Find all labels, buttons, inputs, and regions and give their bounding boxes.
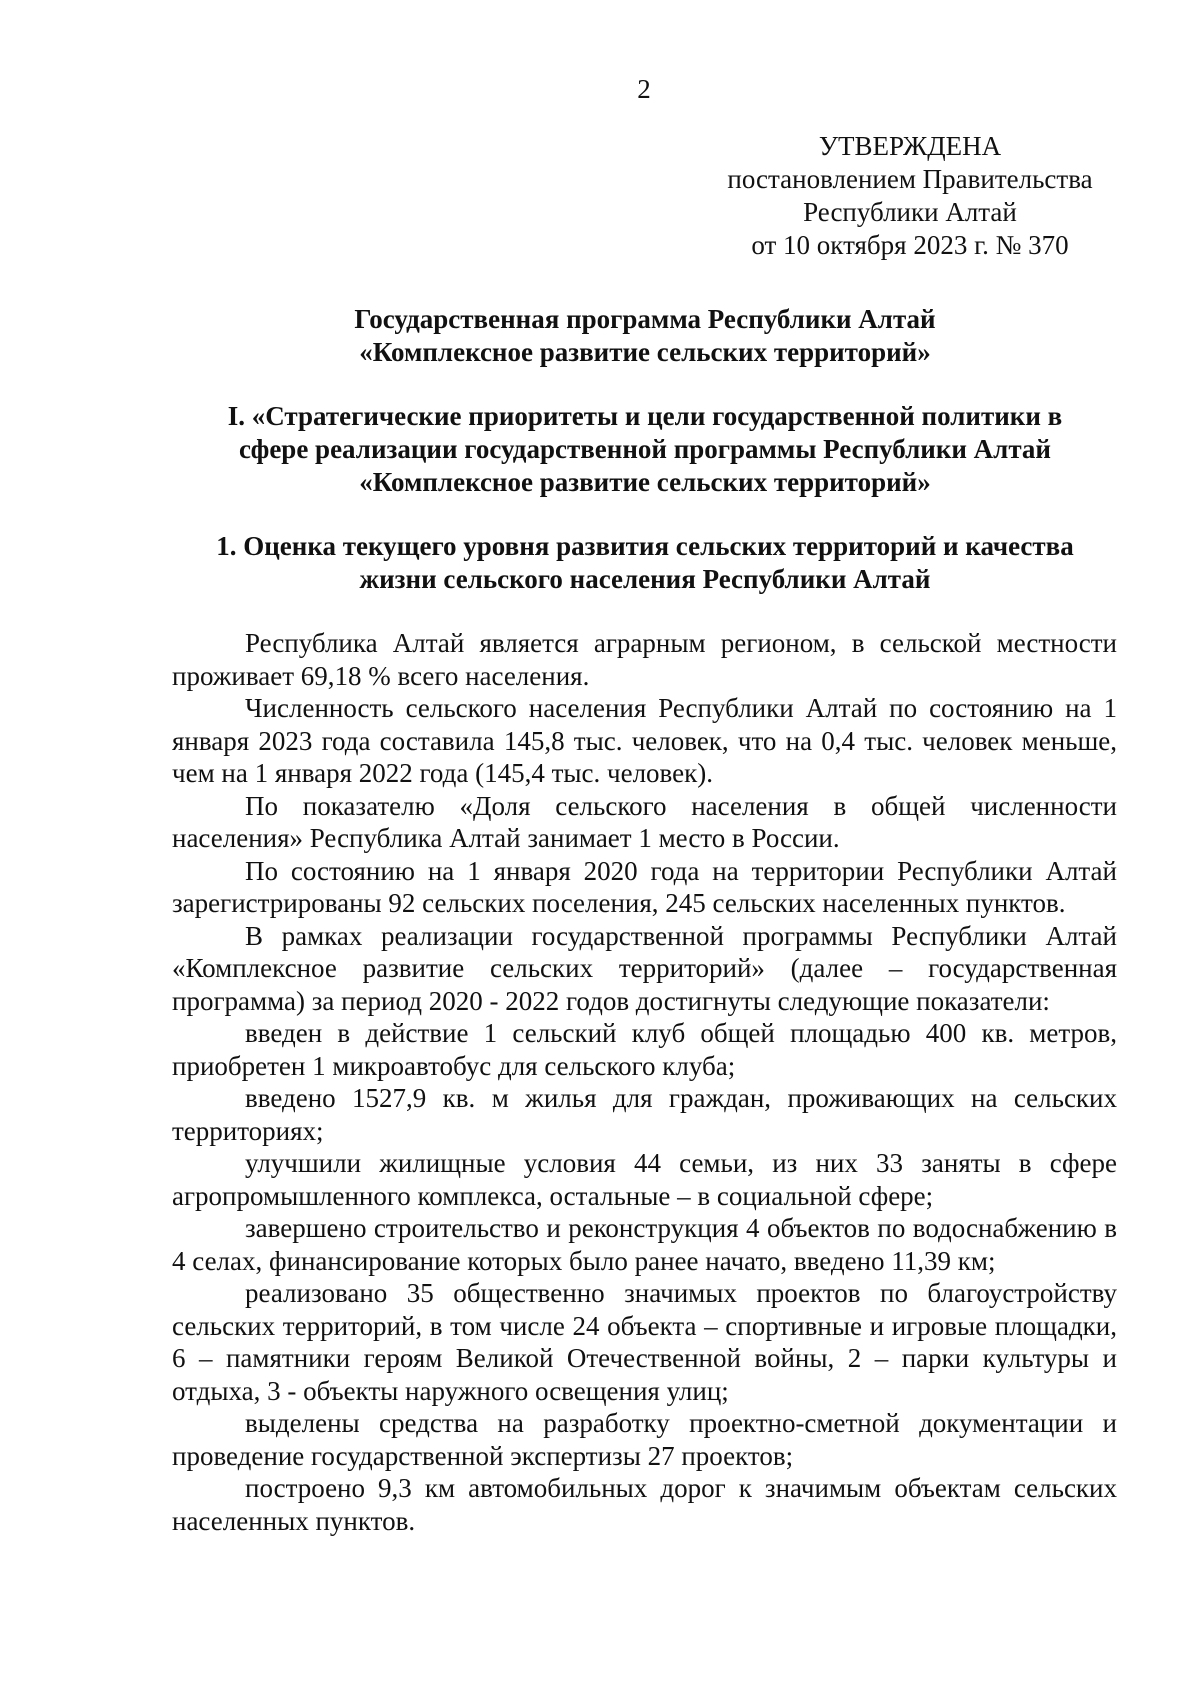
subsection-title-line: 1. Оценка текущего уровня развития сельских территорий и качества [216,531,1074,561]
program-title-line: Государственная программа Республики Алтай [354,304,936,334]
paragraph: Республика Алтай является аграрным регионом, в сельской местности проживает 69,18 % всего населения. [172,628,1117,691]
list-item: завершено строительство и реконструкция 4 объектов по водоснабжению в 4 селах, финансирование которых было ранее начато, введено 11,39 км; [172,1213,1117,1276]
paragraph: Численность сельского населения Республики Алтай по состоянию на 1 января 2023 года составила 145,8 тыс. человек, что на 0,4 тыс. человек меньше, чем на 1 января 2022 года (145,4 тыс. человек). [172,693,1117,788]
subsection-title-line: жизни сельского населения Республики Алтай [359,564,931,594]
list-item: выделены средства на разработку проектно-сметной документации и проведение государственной экспертизы 27 проектов; [172,1408,1117,1471]
body-text [172,627,1117,1537]
list-item: введен в действие 1 сельский клуб общей площадью 400 кв. метров, приобретен 1 микроавтобус для сельского клуба; [172,1018,1117,1081]
approval-stamp [720,130,1100,262]
list-item: введено 1527,9 кв. м жилья для граждан, проживающих на сельских территориях; [172,1083,1117,1146]
list-item: построено 9,3 км автомобильных дорог к значимым объектам сельских населенных пунктов. [172,1473,1117,1536]
approval-date-number: от 10 октября 2023 г. № 370 [751,230,1069,260]
paragraph: По показателю «Доля сельского населения в общей численности населения» Республика Алтай занимает 1 место в России. [172,790,1117,853]
list-item: улучшили жилищные условия 44 семьи, из них 33 заняты в сфере агропромышленного комплекса, остальные – в социальной сфере; [172,1148,1117,1211]
section-title-line: «Комплексное развитие сельских территорий» [359,467,931,497]
approval-status: УТВЕРЖДЕНА [818,131,1002,161]
program-title-line: «Комплексное развитие сельских территорий» [359,337,931,367]
approval-authority: постановлением Правительства [727,164,1093,194]
section-title [170,400,1120,499]
program-title [170,303,1120,369]
section-title-line: I. «Стратегические приоритеты и цели государственной политики в [227,401,1063,431]
approval-region: Республики Алтай [803,197,1017,227]
subsection-title [170,530,1120,596]
page-number: 2 [637,74,651,104]
paragraph: В рамках реализации государственной программы Республики Алтай «Комплексное развитие сельских территорий» (далее – государственная программа) за период 2020 - 2022 годов достигнуты следующие показатели: [172,920,1117,1016]
list-item: реализовано 35 общественно значимых проектов по благоустройству сельских территорий, в том числе 24 объекта – спортивные и игровые площадки, 6 – памятники героям Великой Отечественной войны, 2 – парки культуры и отдыха, 3 - объекты наружного освещения улиц; [172,1278,1117,1406]
section-title-line: сфере реализации государственной программы Республики Алтай [239,434,1051,464]
paragraph: По состоянию на 1 января 2020 года на территории Республики Алтай зарегистрированы 92 сельских поселения, 245 сельских населенных пунктов. [172,855,1117,918]
